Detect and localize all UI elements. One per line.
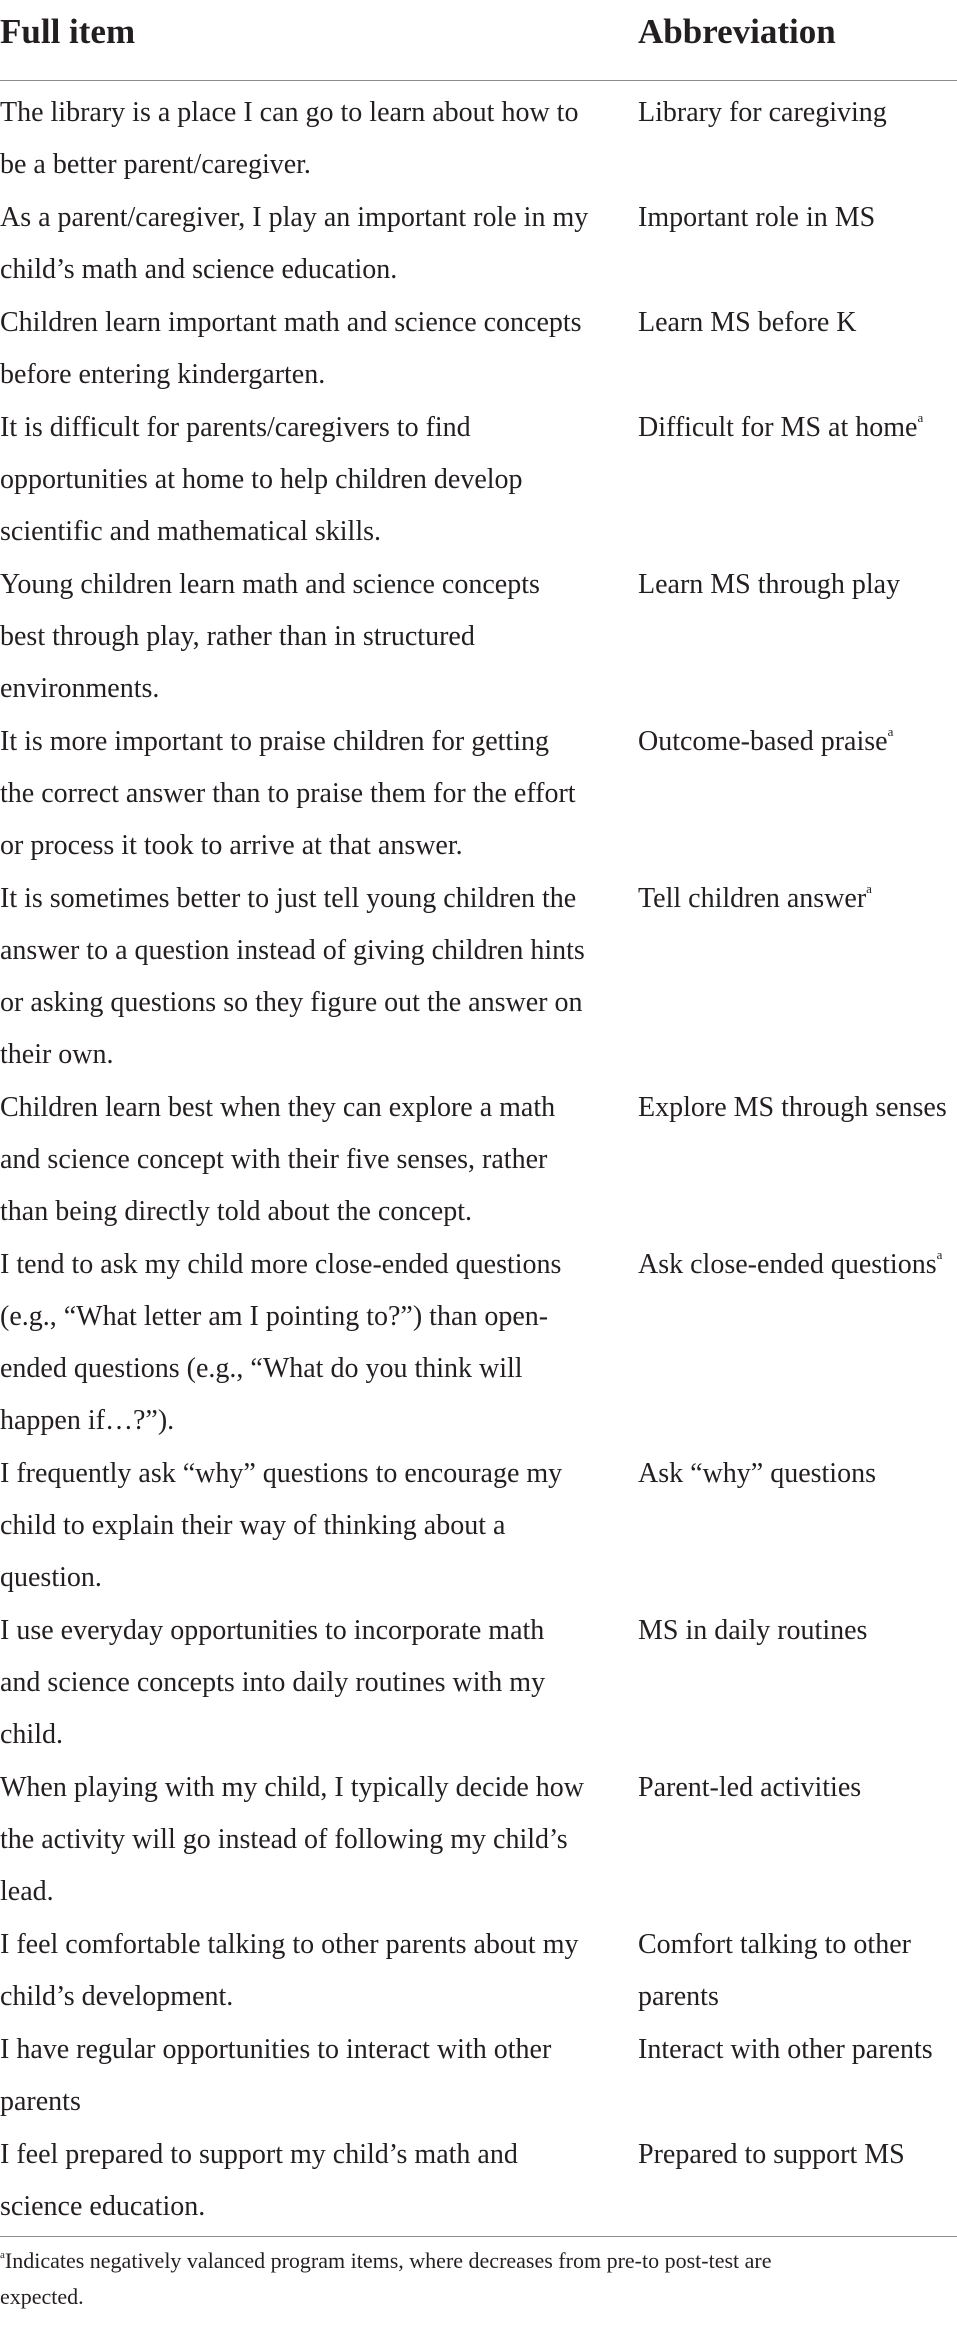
abbreviation-cell <box>638 2024 957 2076</box>
table-header <box>0 0 957 80</box>
footnote-mark: a <box>866 881 872 896</box>
full-item-cell: The library is a place I can go to learn about how to be a better parent/caregiver. <box>0 97 579 180</box>
full-item-cell: I have regular opportunities to interact with other parents <box>0 2034 552 2117</box>
abbreviation-cell <box>638 297 957 349</box>
abbreviation-text: Difficult for MS at home <box>638 412 918 443</box>
abbreviation-cell <box>638 2129 957 2181</box>
footnote-mark: a <box>936 1247 943 1262</box>
table-body <box>0 87 957 2234</box>
abbreviation-text: Parent-led activities <box>638 1772 862 1803</box>
abbreviation-cell <box>638 1082 957 1134</box>
footnote-mark: a <box>917 410 924 425</box>
abbreviation-text: Important role in MS <box>638 202 876 233</box>
abbreviation-cell <box>638 1605 957 1657</box>
abbreviation-text: Learn MS before K <box>638 307 857 338</box>
table-row <box>0 297 957 402</box>
table-row <box>0 1762 957 1919</box>
abbreviation-cell <box>638 87 957 139</box>
abbreviation-text: Ask close-ended questions <box>638 1249 937 1280</box>
full-item-cell: When playing with my child, I typically decide how the activity will go instead of following my child’s lead. <box>0 1772 584 1907</box>
footnote-mark: a <box>887 724 894 739</box>
full-item-cell: I tend to ask my child more close-ended questions (e.g., “What letter am I pointing to?”) than open- ended questions (e.g., “What do you think will happen if…?”). <box>0 1249 562 1436</box>
full-item-cell: I feel prepared to support my child’s math and science education. <box>0 2139 518 2222</box>
table-row <box>0 402 957 559</box>
table-row <box>0 716 957 873</box>
abbreviation-text: MS in daily routines <box>638 1615 868 1646</box>
footnote-mark: a <box>0 2249 5 2261</box>
full-item-cell: I frequently ask “why” questions to encourage my child to explain their way of thinking about a question. <box>0 1458 563 1593</box>
header-rule <box>0 80 957 81</box>
abbreviation-text: Outcome-based praise <box>638 726 888 757</box>
table-row <box>0 1082 957 1239</box>
full-item-cell: Young children learn math and science concepts best through play, rather than in structured environments. <box>0 569 540 704</box>
table-row <box>0 1919 957 2024</box>
full-item-cell: I feel comfortable talking to other parents about my child’s development. <box>0 1929 579 2012</box>
table-row <box>0 559 957 716</box>
abbreviation-cell <box>638 873 957 925</box>
table-row <box>0 1239 957 1448</box>
abbreviation-text: Interact with other parents <box>638 2034 933 2065</box>
abbreviation-cell <box>638 1239 957 1291</box>
full-item-cell: Children learn best when they can explore a math and science concept with their five senses, rather than being directly told about the concept. <box>0 1092 556 1227</box>
abbreviation-text: Comfort talking to other parents <box>638 1929 911 2012</box>
full-item-cell: As a parent/caregiver, I play an important role in my child’s math and science education. <box>0 202 589 285</box>
abbreviation-cell <box>638 1448 957 1500</box>
abbreviation-cell <box>638 192 957 244</box>
table-row <box>0 1605 957 1762</box>
full-item-cell: Children learn important math and science concepts before entering kindergarten. <box>0 307 582 390</box>
column-header-abbreviation: Abbreviation <box>638 12 836 51</box>
table-row <box>0 87 957 192</box>
full-item-cell: I use everyday opportunities to incorporate math and science concepts into daily routines with my child. <box>0 1615 546 1750</box>
footnote-text: Indicates negatively valanced program items, where decreases from pre-to post-test are expected. <box>0 2248 772 2309</box>
column-header-full-item: Full item <box>0 12 136 51</box>
table-row <box>0 2024 957 2129</box>
table-footnote <box>0 2243 957 2315</box>
full-item-cell: It is more important to praise children for getting the correct answer than to praise them for the effort or process it took to arrive at that answer. <box>0 726 576 861</box>
abbreviation-cell <box>638 559 957 611</box>
table-row <box>0 2129 957 2234</box>
full-item-cell: It is sometimes better to just tell young children the answer to a question instead of giving children hints or asking questions so they figure out the answer on their own. <box>0 883 585 1070</box>
abbreviation-text: Tell children answer <box>638 883 867 914</box>
abbreviation-cell <box>638 1919 957 2023</box>
abbreviation-text: Explore MS through senses <box>638 1092 947 1123</box>
full-item-cell: It is difficult for parents/caregivers to find opportunities at home to help children develop scientific and mathematical skills. <box>0 412 523 547</box>
table-row <box>0 1448 957 1605</box>
abbreviation-text: Ask “why” questions <box>638 1458 876 1489</box>
abbreviation-cell <box>638 1762 957 1814</box>
abbreviation-text: Prepared to support MS <box>638 2139 905 2170</box>
table-row <box>0 192 957 297</box>
table-row <box>0 873 957 1082</box>
abbreviation-text: Library for caregiving <box>638 97 887 128</box>
table-bottom-rule <box>0 2236 957 2237</box>
abbreviation-cell <box>638 716 957 768</box>
abbreviation-text: Learn MS through play <box>638 569 901 600</box>
abbreviation-cell <box>638 402 957 454</box>
